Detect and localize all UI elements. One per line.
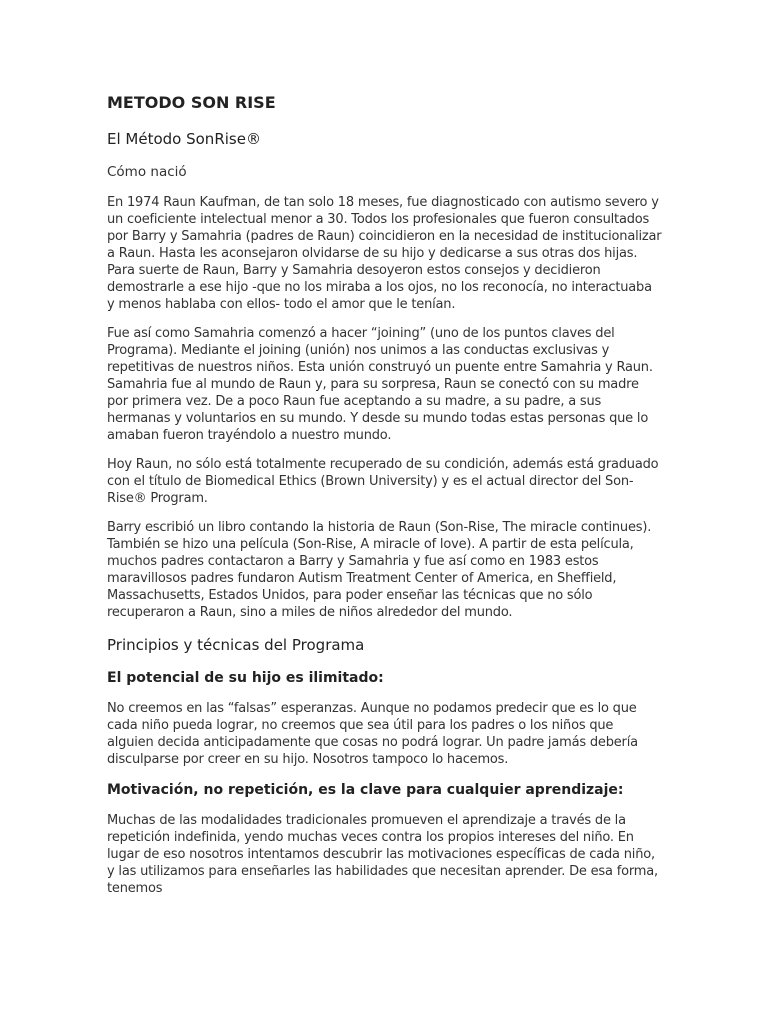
principles-heading: Principios y técnicas del Programa [107,636,365,654]
paragraph-origin: En 1974 Raun Kaufman, de tan solo 18 meses, fue diagnosticado con autismo severo y un coeficiente intelectual menor a 30. Todos los profesionales que fueron consultados por Barry y Samahria (padres de Raun) coincidieron en la necesidad de institucionalizar a Raun. Hasta les aconsejaron olvidarse de su hijo y dedicarse a sus otras dos hijas. Para suerte de Raun, Barry y Samahria desoyeron estos consejos y decidieron demostrarle a ese hijo -que no los miraba a los ojos, no los reconocía, no interactuaba y menos hablaba con ellos- todo el amor que le tenían. [107,195,662,312]
principle-2-heading: Motivación, no repetición, es la clave para cualquier aprendizaje: [107,782,624,798]
paragraph-today: Hoy Raun, no sólo está totalmente recuperado de su condición, además está graduado con el título de Biomedical Ethics (Brown University) y es el actual director del Son-Rise® Program. [107,457,659,506]
document-content [107,92,662,897]
paragraph-book: Barry escribió un libro contando la historia de Raun (Son-Rise, The miracle continues). También se hizo una película (Son-Rise, A miracle of love). A partir de esta película, muchos padres contactaron a Barry y Samahria y fue así como en 1983 estos maravillosos padres fundaron Autism Treatment Center of America, en Sheffield, Massachusetts, Estados Unidos, para poder enseñar las técnicas que no sólo recuperaron a Raun, sino a miles de niños alrededor del mundo. [107,520,652,620]
paragraph-joining: Fue así como Samahria comenzó a hacer “joining” (uno de los puntos claves del Programa). Mediante el joining (unión) nos unimos a las conductas exclusivas y repetitivas de nuestros niños. Esta unión construyó un puente entre Samahria y Raun. Samahria fue al mundo de Raun y, para su sorpresa, Raun se conectó con su madre por primera vez. De a poco Raun fue aceptando a su madre, a su padre, a sus hermanas y voluntarios en su mundo. Y desde su mundo todas estas personas que lo amaban fueron trayéndolo a nuestro mundo. [107,326,653,443]
document-subtitle: El Método SonRise® [107,130,261,148]
intro-heading: Cómo nació [107,164,187,180]
document-title: METODO SON RISE [107,93,276,112]
principle-2-text: Muchas de las modalidades tradicionales promueven el aprendizaje a través de la repetición indefinida, yendo muchas veces contra los propios intereses del niño. En lugar de eso nosotros intentamos descubrir las motivaciones específicas de cada niño, y las utilizamos para enseñarles las habilidades que necesitan aprender. De esa forma, tenemos [107,813,658,896]
principle-1-heading: El potencial de su hijo es ilimitado: [107,670,384,686]
principle-1-text: No creemos en las “falsas” esperanzas. Aunque no podamos predecir que es lo que cada niño pueda lograr, no creemos que sea útil para los padres o los niños que alguien decida anticipadamente que cosas no podrá lograr. Un padre jamás debería disculparse por creer en su hijo. Nosotros tampoco lo hacemos. [107,701,638,767]
